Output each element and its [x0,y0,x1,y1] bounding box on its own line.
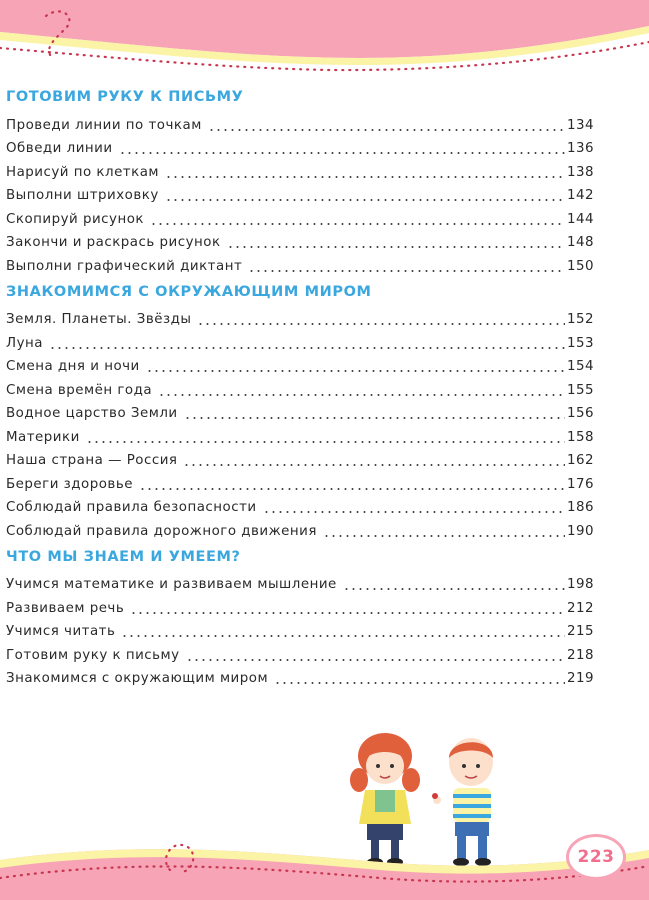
toc-entry [6,640,594,664]
toc-entry-label: Учимся математике и развиваем мышление [6,577,337,592]
toc-entry [6,181,594,205]
page-number: 223 [577,847,615,867]
toc-entry [6,352,594,376]
dot-leader [183,464,564,466]
dot-leader [158,394,565,396]
toc-entry-page: 212 [566,600,594,616]
toc-entry-page: 186 [566,500,594,515]
dot-leader [323,535,565,537]
toc-entry-label: Готовим руку к письму [6,647,180,663]
toc-entry-label: Материки [6,429,80,445]
dot-leader [150,223,565,225]
toc-entry-label: Знакомимся с окружающим миром [6,671,269,686]
bottom-decor-band [0,820,649,900]
toc-entry-page: 148 [566,235,594,250]
toc-entry-page: 154 [566,359,594,374]
toc-entry-page: 158 [566,429,594,445]
dot-leader [274,682,565,684]
toc-entry-label: Обведи линии [6,141,113,156]
toc-entry-label: Наша страна — Россия [6,453,178,468]
toc-entry-label: Смена времён года [6,382,153,398]
toc-entry-page: 142 [566,188,594,203]
toc-entry-label: Водное царство Земли [6,406,178,421]
section-title: ЗНАКОМИМСЯ С ОКРУЖАЮЩИМ МИРОМ [6,283,372,300]
toc-entry-page: 219 [566,671,594,686]
toc-entry [6,593,594,617]
toc-entry-page: 215 [566,624,594,639]
dot-leader [121,635,565,637]
toc-entry-page: 155 [566,382,594,398]
toc-entry [6,305,594,329]
toc-entry-label: Проведи линии по точкам [6,117,202,133]
toc-entry-label: Развиваем речь [6,600,125,616]
toc-entry-page: 136 [566,141,594,156]
toc-entry-label: Смена дня и ночи [6,359,140,374]
toc-entry [6,228,594,252]
dot-leader [184,417,565,419]
dot-leader [248,270,565,272]
toc-entry-page: 162 [566,453,594,468]
toc-entry [6,375,594,399]
toc-entry-page: 152 [566,312,594,327]
toc-entry-page: 190 [566,523,594,539]
toc-entry [6,446,594,470]
toc-entry [6,251,594,275]
toc-entry-label: Луна [6,335,43,351]
section-world [6,279,594,540]
toc-entry-label: Скопируй рисунок [6,211,144,227]
section-handwriting [6,84,594,275]
toc-entry [6,422,594,446]
section-review [6,544,594,688]
dot-leader [263,511,565,513]
toc-entry-page: 134 [566,117,594,133]
dot-leader [139,488,565,490]
toc-entry-page: 218 [566,647,594,663]
section-title: ЧТО МЫ ЗНАЕМ И УМЕЕМ? [6,548,241,565]
dot-leader [130,612,565,614]
dot-leader [165,176,565,178]
toc-entry-label: Выполни графический диктант [6,258,243,274]
toc-entry-page: 198 [566,577,594,592]
dot-leader [343,588,565,590]
toc-entry-page: 144 [566,211,594,227]
toc-entry [6,617,594,641]
toc-entry-label: Соблюдай правила дорожного движения [6,523,317,539]
toc-entry-label: Выполни штриховку [6,188,159,203]
dot-leader [119,152,565,154]
dot-leader [197,323,565,325]
dot-leader [186,659,565,661]
toc-entry-label: Учимся читать [6,624,116,639]
toc-entry-label: Нарисуй по клеткам [6,164,160,180]
dot-leader [208,129,565,131]
toc-entry [6,204,594,228]
top-decor-band [0,0,649,75]
toc-entry-page: 138 [566,164,594,180]
toc-entry [6,399,594,423]
toc-entry-label: Береги здоровье [6,476,133,492]
toc-entry-label: Закончи и раскрась рисунок [6,235,221,250]
toc-entry [6,516,594,540]
table-of-contents [6,84,594,687]
dot-leader [165,199,565,201]
toc-entry [6,157,594,181]
toc-entry [6,493,594,517]
dot-leader [227,246,565,248]
toc-entry [6,469,594,493]
toc-entry-page: 150 [566,258,594,274]
toc-entry [6,664,594,688]
toc-entry-page: 153 [566,335,594,351]
toc-entry-label: Земля. Планеты. Звёзды [6,312,192,327]
toc-entry [6,110,594,134]
dot-leader [49,347,565,349]
toc-entry [6,570,594,594]
toc-entry-label: Соблюдай правила безопасности [6,500,257,515]
toc-entry-page: 176 [566,476,594,492]
toc-entry-page: 156 [566,406,594,421]
toc-entry [6,328,594,352]
page-number-badge [566,834,626,880]
dot-leader [146,370,565,372]
dot-leader [86,441,565,443]
section-title: ГОТОВИМ РУКУ К ПИСЬМУ [6,89,244,105]
toc-entry [6,134,594,158]
